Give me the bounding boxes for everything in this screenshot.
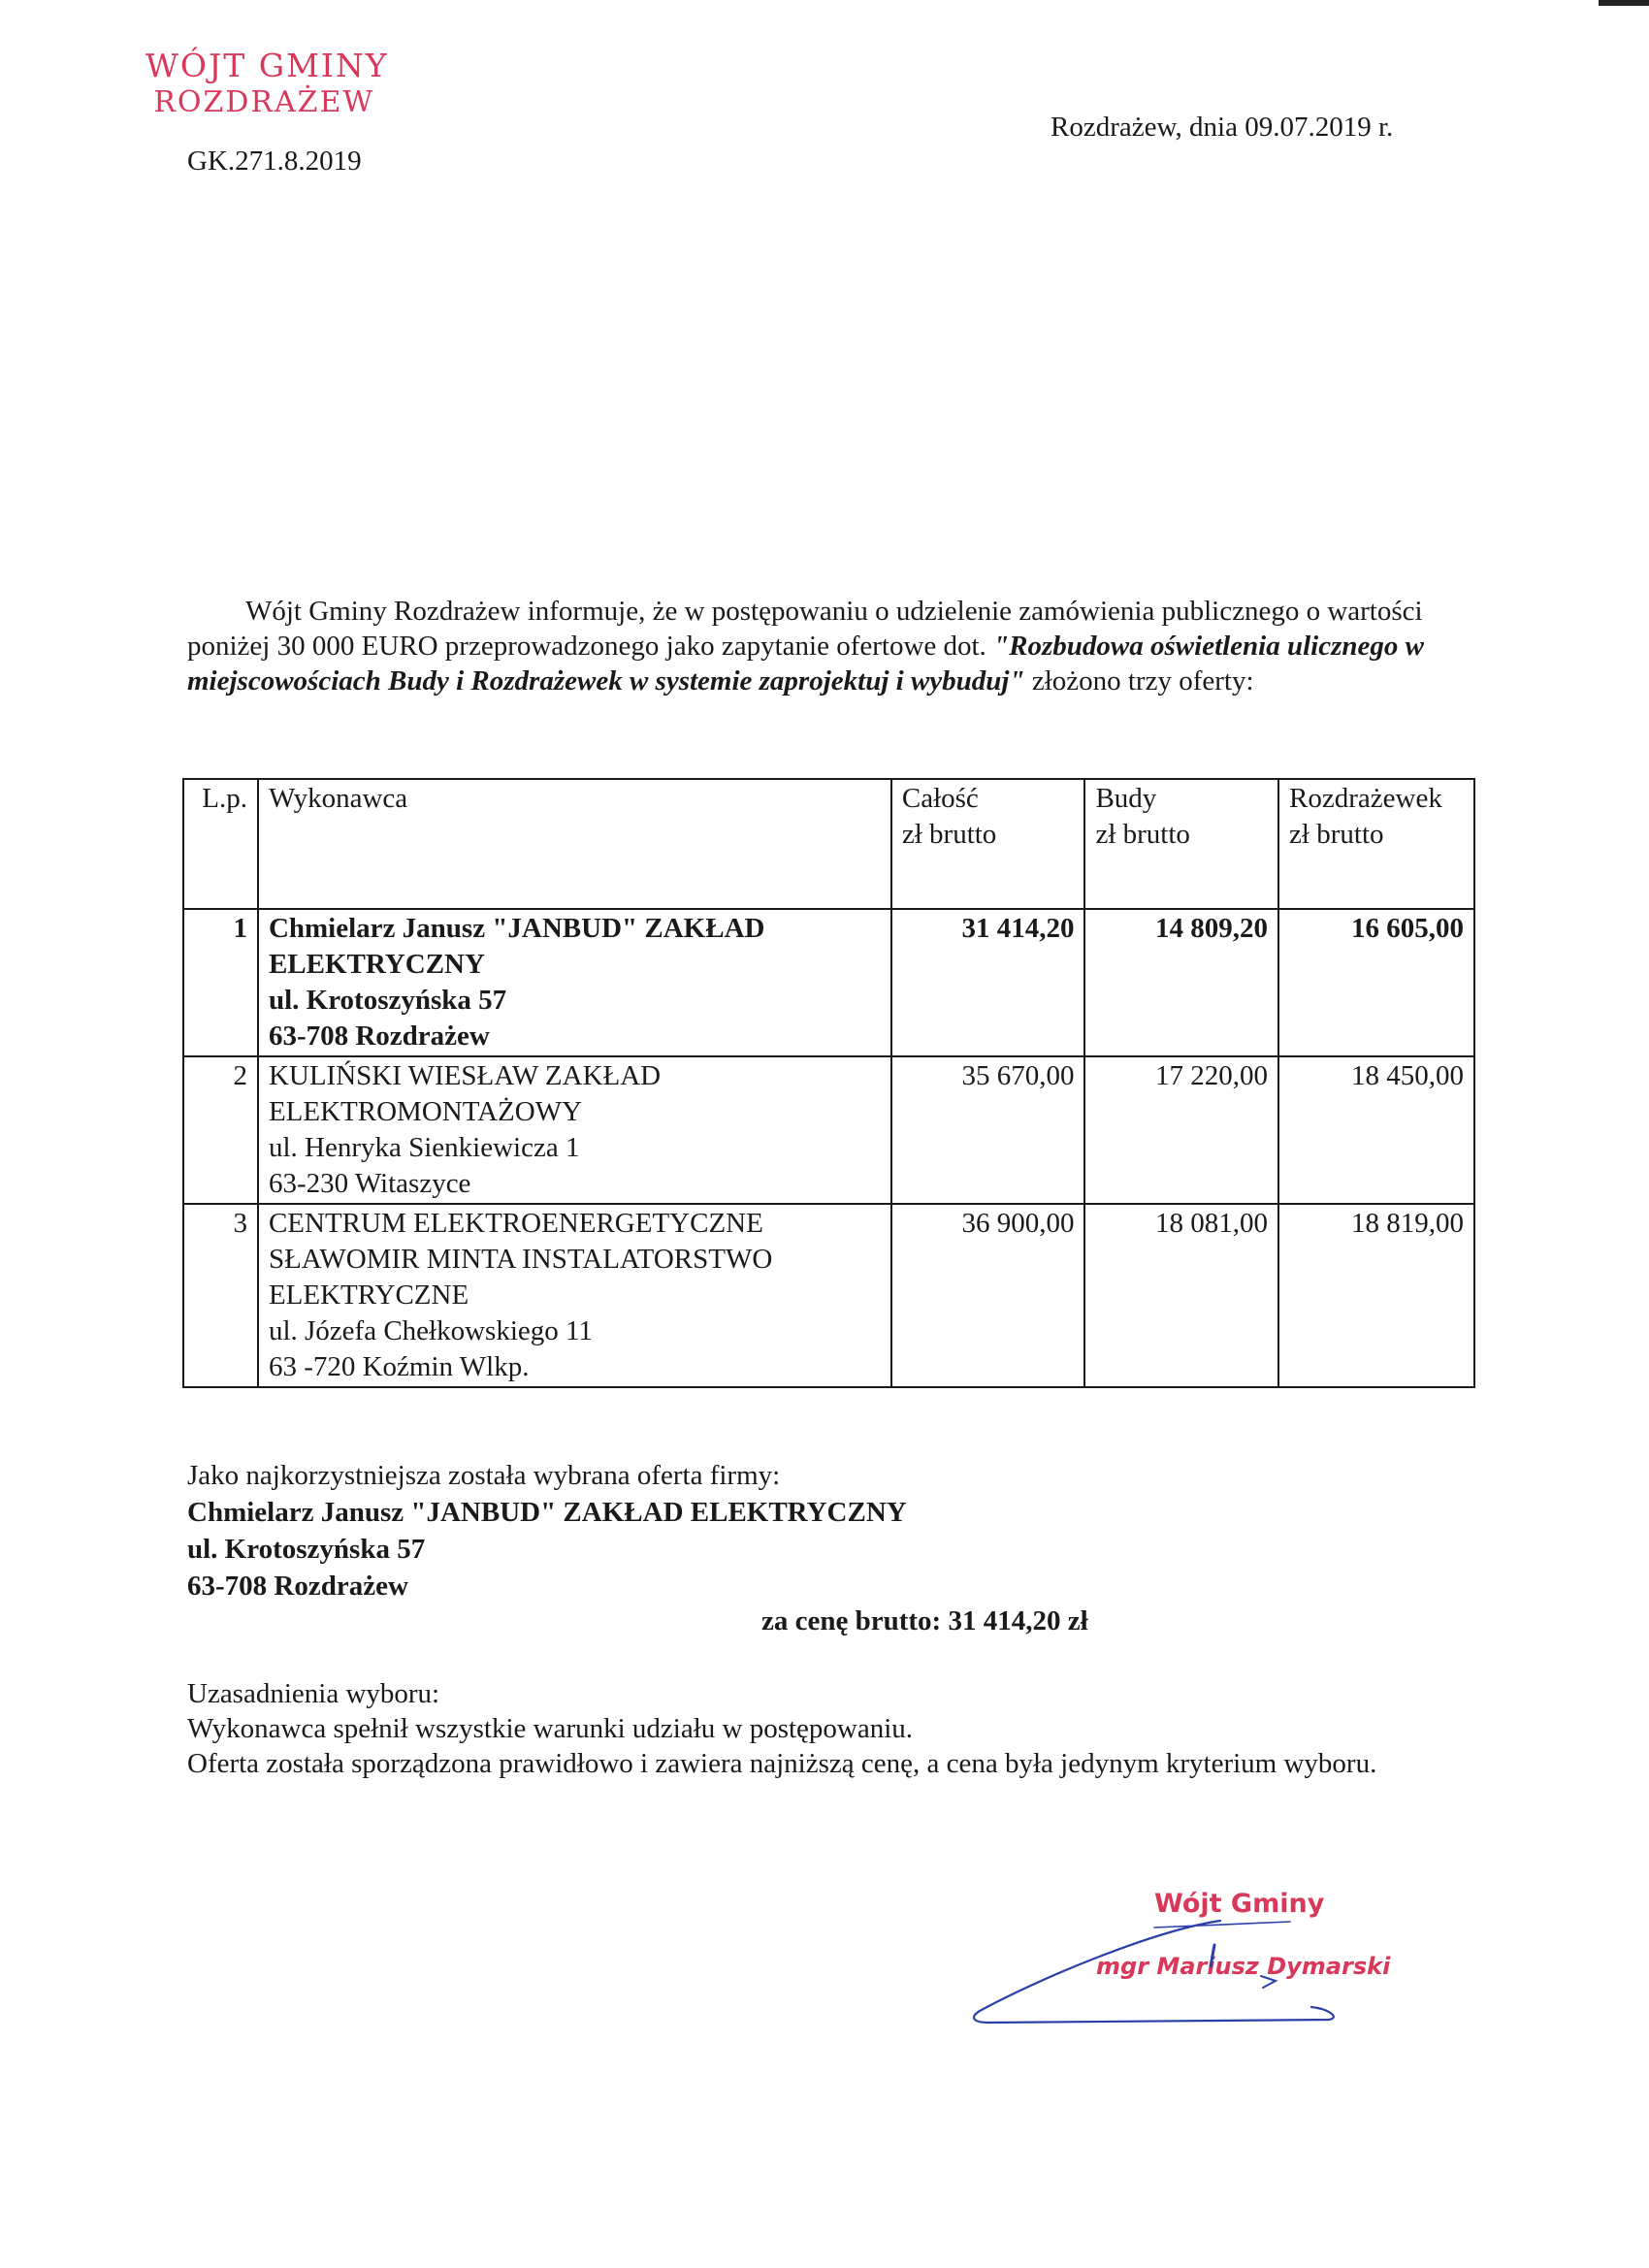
row-total: 31 414,20 <box>891 909 1085 1056</box>
table-row <box>183 1056 1474 1204</box>
row-budy: 17 220,00 <box>1084 1056 1278 1204</box>
signature-block <box>960 1887 1397 2032</box>
justification-line: Oferta została sporządzona prawidłowo i zawiera najniższą cenę, a cena była jedynym kryterium wyboru. <box>187 1748 1377 1779</box>
row-budy: 14 809,20 <box>1084 909 1278 1056</box>
header-rozdrazewek-label: Rozdrażewek <box>1289 783 1442 814</box>
row-total: 36 900,00 <box>891 1204 1085 1387</box>
table-row <box>183 1204 1474 1387</box>
contractor-line: 63-708 Rozdrażew <box>268 1021 490 1052</box>
row-rozdrazewek: 18 819,00 <box>1278 1204 1474 1387</box>
justification-line: Wykonawca spełnił wszystkie warunki udziału w postępowaniu. <box>187 1713 914 1744</box>
header-rozdrazewek <box>1278 779 1474 909</box>
signature-stamp-title: Wójt Gminy <box>1154 1889 1325 1919</box>
selected-price: za cenę brutto: 31 414,20 zł <box>761 1605 1088 1636</box>
contractor-line: ELEKTROMONTAŻOWY <box>268 1096 583 1127</box>
contractor-line: ELEKTRYCZNY <box>268 949 485 980</box>
row-contractor <box>258 1056 891 1204</box>
header-rozdrazewek-unit: zł brutto <box>1289 819 1384 850</box>
header-contractor: Wykonawca <box>258 779 891 909</box>
contractor-line: SŁAWOMIR MINTA INSTALATORSTWO <box>268 1244 773 1275</box>
selected-company: Chmielarz Janusz "JANBUD" ZAKŁAD ELEKTRYCZNY <box>187 1497 907 1528</box>
contract-title: "Rozbudowa oświetlenia ulicznego w miejscowościach Budy i Rozdrażewek w systemie zaprojektuj i wybuduj" <box>187 631 1424 697</box>
office-stamp <box>146 47 389 120</box>
contractor-line: CENTRUM ELEKTROENERGETYCZNE <box>268 1208 763 1239</box>
selected-offer <box>187 1457 907 1604</box>
contractor-line: 63-230 Witaszyce <box>268 1168 471 1199</box>
table-row <box>183 909 1474 1056</box>
justification-heading: Uzasadnienia wyboru: <box>187 1678 440 1709</box>
header-total <box>891 779 1085 909</box>
row-budy: 18 081,00 <box>1084 1204 1278 1387</box>
contractor-line: KULIŃSKI WIESŁAW ZAKŁAD <box>268 1060 662 1091</box>
signature-stamp-name: mgr Mariusz Dymarski <box>1096 1953 1391 1980</box>
row-contractor <box>258 1204 891 1387</box>
header-budy-label: Budy <box>1095 783 1157 814</box>
contractor-line: ul. Henryka Sienkiewicza 1 <box>268 1132 580 1163</box>
row-contractor <box>258 909 891 1056</box>
stamp-line-2: ROZDRAŻEW <box>153 85 375 119</box>
row-lp: 3 <box>183 1204 258 1387</box>
selected-street: ul. Krotoszyńska 57 <box>187 1534 426 1565</box>
row-rozdrazewek: 18 450,00 <box>1278 1056 1474 1204</box>
contractor-line: ELEKTRYCZNE <box>268 1280 469 1311</box>
intro-text-end: złożono trzy oferty: <box>1024 665 1254 697</box>
handwritten-signature <box>960 1887 1397 2032</box>
contractor-line: ul. Józefa Chełkowskiego 11 <box>268 1315 593 1346</box>
row-lp: 2 <box>183 1056 258 1204</box>
selected-intro: Jako najkorzystniejsza została wybrana oferta firmy: <box>187 1460 781 1491</box>
header-total-unit: zł brutto <box>901 819 997 850</box>
contractor-line: ul. Krotoszyńska 57 <box>268 985 507 1016</box>
row-rozdrazewek: 16 605,00 <box>1278 909 1474 1056</box>
row-lp: 1 <box>183 909 258 1056</box>
header-lp: L.p. <box>183 779 258 909</box>
header-budy <box>1084 779 1278 909</box>
place-and-date: Rozdrażew, dnia 09.07.2019 r. <box>1051 112 1394 143</box>
header-total-label: Całość <box>901 783 979 814</box>
offers-table <box>182 778 1475 1388</box>
header-budy-unit: zł brutto <box>1095 819 1190 850</box>
selected-city: 63-708 Rozdrażew <box>187 1571 408 1602</box>
table-header-row <box>183 779 1474 909</box>
reference-number: GK.271.8.2019 <box>187 146 362 177</box>
stamp-line-1: WÓJT GMINY <box>146 47 389 84</box>
row-total: 35 670,00 <box>891 1056 1085 1204</box>
contractor-line: Chmielarz Janusz "JANBUD" ZAKŁAD <box>268 913 765 944</box>
contractor-line: 63 -720 Koźmin Wlkp. <box>268 1351 530 1382</box>
justification <box>187 1676 1477 1781</box>
intro-text-start: Wójt Gminy Rozdrażew informuje, że w postępowaniu o udzielenie zamówienia publicznego o wartości poniżej 30 000 EURO przeprowadzonego jako zapytanie ofertowe dot. <box>187 596 1423 662</box>
scan-edge-mark <box>1599 0 1649 6</box>
intro-paragraph <box>187 594 1487 698</box>
